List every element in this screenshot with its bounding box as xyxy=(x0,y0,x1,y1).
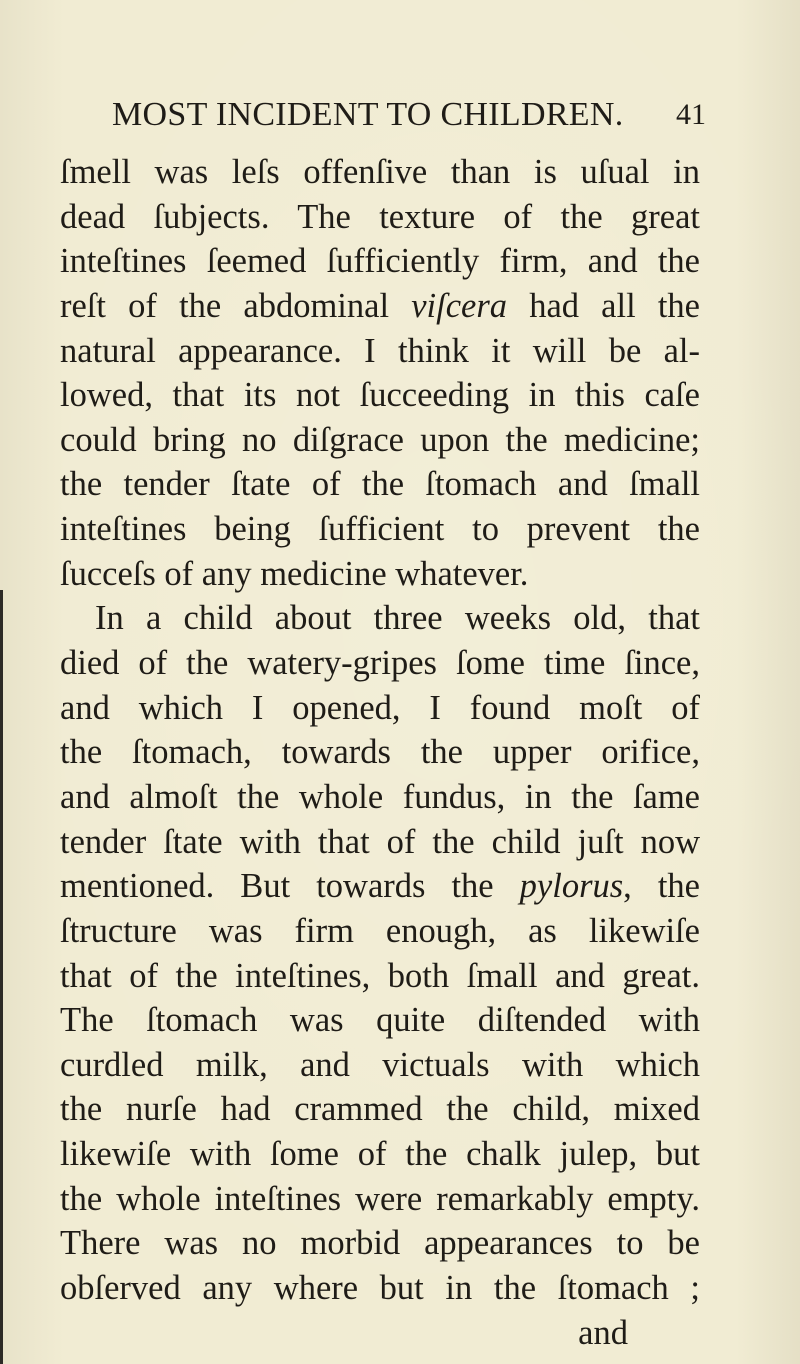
text-line: lowed, that its not ſucceeding in this caſe xyxy=(60,376,700,415)
running-title: MOST INCIDENT TO CHILDREN. xyxy=(112,96,624,133)
italic-word: pylorus xyxy=(519,867,624,906)
text-line-with-italic xyxy=(60,284,700,329)
text-run: reſt of the abdominal xyxy=(60,286,412,325)
text-line: the nurſe had crammed the child, mixed xyxy=(60,1090,700,1129)
text-line: ſtructure was firm enough, as likewiſe xyxy=(60,911,700,950)
text-line: the tender ſtate of the ſtomach and ſmall xyxy=(60,465,700,504)
text-line: In a child about three weeks old, that xyxy=(95,599,700,638)
text-line: tender ſtate with that of the child juſt now xyxy=(60,822,700,861)
catchword-line xyxy=(60,1311,700,1356)
text-line: the whole inteſtines were remarkably empty. xyxy=(60,1179,700,1218)
text-line: died of the watery-gripes ſome time ſince, xyxy=(60,644,700,683)
text-line: ſmell was leſs offenſive than is uſual in xyxy=(60,153,700,191)
text-line: that of the inteſtines, both ſmall and great. xyxy=(60,956,700,995)
text-line: obſerved any where but in the ſtomach ; xyxy=(60,1269,700,1308)
text-line: There was no morbid appearances to be xyxy=(60,1224,700,1263)
text-line: The ſtomach was quite diſtended with xyxy=(60,1001,700,1040)
text-run: had all the xyxy=(507,286,700,325)
text-run: mentioned. But towards the xyxy=(60,867,520,906)
text-line: ſucceſs of any medicine whatever. xyxy=(60,554,529,593)
text-line: inteſtines ſeemed ſufficiently firm, and the xyxy=(60,242,700,281)
text-line: could bring no diſgrace upon the medicine; xyxy=(60,420,700,459)
page-header xyxy=(112,96,706,146)
text-line: inteſtines being ſufficient to prevent the xyxy=(60,510,700,549)
text-line: dead ſubjects. The texture of the great xyxy=(60,197,700,236)
page-number: 41 xyxy=(676,98,706,131)
text-line: likewiſe with ſome of the chalk julep, but xyxy=(60,1135,700,1174)
text-line: curdled milk, and victuals with which xyxy=(60,1045,700,1084)
page-edge-shadow xyxy=(0,590,3,1364)
text-line-with-italic xyxy=(60,864,700,909)
text-run: , the xyxy=(623,867,700,906)
text-line: and almoſt the whole fundus, in the ſame xyxy=(60,777,700,816)
italic-word: viſcera xyxy=(411,286,508,325)
catchword: and xyxy=(578,1313,628,1352)
main-text xyxy=(60,150,700,1355)
text-line: the ſtomach, towards the upper orifice, xyxy=(60,733,700,772)
text-line: natural appearance. I think it will be al- xyxy=(60,331,700,370)
text-line: and which I opened, I found moſt of xyxy=(60,688,700,727)
